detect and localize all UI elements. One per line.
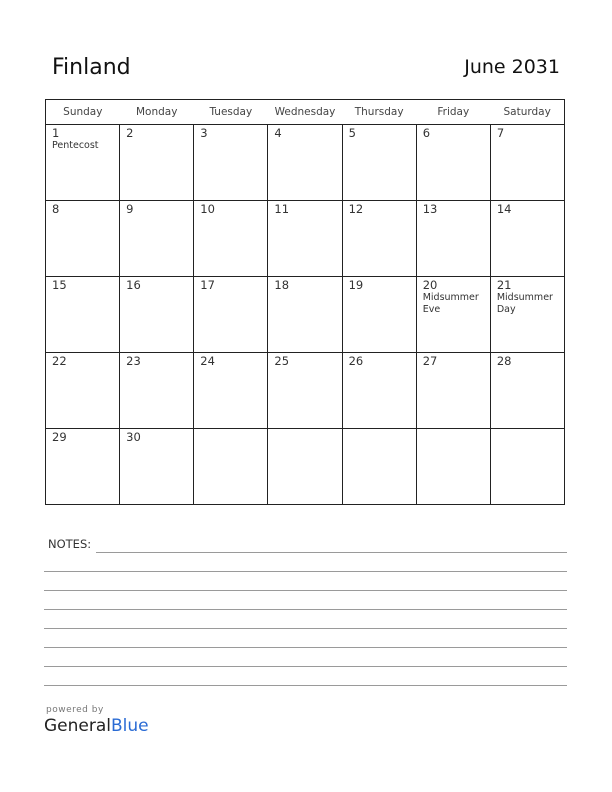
day-cell: [342, 125, 416, 201]
week-row: [46, 429, 565, 505]
day-number: 10: [200, 202, 215, 216]
day-cell: [416, 277, 490, 353]
day-number: 13: [422, 202, 438, 216]
day-cell: [416, 353, 490, 429]
day-number: 17: [200, 278, 215, 292]
day-number: 11: [274, 202, 290, 216]
day-cell: [268, 353, 342, 429]
day-cell: [416, 125, 490, 201]
day-number: 24: [200, 354, 215, 368]
day-number: 6: [422, 126, 431, 140]
note-line: [44, 685, 567, 686]
day-number: 15: [52, 278, 67, 292]
note-line: [44, 609, 567, 610]
weekday-thursday: Thursday: [342, 100, 416, 125]
generalblue-logo: [44, 716, 149, 736]
note-line: [44, 590, 567, 591]
weekday-sunday: Sunday: [46, 100, 120, 125]
day-cell: [120, 277, 194, 353]
day-cell: [194, 353, 268, 429]
day-number: 8: [52, 202, 60, 216]
day-cell: [46, 353, 120, 429]
day-cell: [194, 125, 268, 201]
holiday-label: Pentecost: [52, 140, 99, 151]
note-line: [44, 571, 567, 572]
day-number: 3: [200, 126, 208, 140]
week-row: [46, 277, 565, 353]
day-cell: [46, 125, 120, 201]
day-cell: [342, 353, 416, 429]
day-cell: [416, 201, 490, 277]
day-number: 26: [348, 354, 364, 368]
day-number: 20: [422, 278, 438, 292]
powered-by-text: powered by: [46, 705, 104, 715]
brand-general: General: [44, 716, 111, 736]
day-cell: [342, 201, 416, 277]
day-number: 23: [126, 354, 141, 368]
day-number: 18: [274, 278, 290, 292]
week-row: [46, 201, 565, 277]
day-cell: [194, 429, 268, 505]
day-number: 5: [348, 126, 356, 140]
note-line: [96, 552, 567, 553]
day-number: 30: [126, 430, 141, 444]
week-row: [46, 353, 565, 429]
day-cell: [268, 429, 342, 505]
weekday-saturday: Saturday: [490, 100, 564, 125]
day-cell: [120, 429, 194, 505]
day-cell: [268, 201, 342, 277]
day-cell: [416, 429, 490, 505]
day-number: 14: [496, 202, 512, 216]
day-cell: [120, 353, 194, 429]
day-cell: [194, 277, 268, 353]
day-cell: [194, 201, 268, 277]
holiday-label: Midsummer Eve: [422, 292, 479, 315]
day-cell: [490, 125, 564, 201]
note-line: [44, 666, 567, 667]
day-number: 19: [348, 278, 364, 292]
day-cell: [46, 429, 120, 505]
day-cell: [342, 277, 416, 353]
country-title: Finland: [52, 55, 131, 80]
day-cell: [490, 353, 564, 429]
day-number: 4: [274, 126, 282, 140]
day-cell: [46, 277, 120, 353]
day-cell: [120, 125, 194, 201]
day-cell: [490, 201, 564, 277]
day-number: 25: [274, 354, 290, 368]
day-cell: [120, 201, 194, 277]
day-cell: [268, 277, 342, 353]
day-number: 7: [496, 126, 505, 140]
weekday-tuesday: Tuesday: [194, 100, 268, 125]
day-number: 29: [52, 430, 67, 444]
day-cell: [342, 429, 416, 505]
day-number: 2: [126, 126, 134, 140]
day-cell: [490, 429, 564, 505]
day-number: 27: [422, 354, 438, 368]
note-line: [44, 628, 567, 629]
weekday-monday: Monday: [120, 100, 194, 125]
day-number: 28: [496, 354, 512, 368]
day-number: 9: [126, 202, 134, 216]
holiday-label: Midsummer Day: [496, 292, 553, 315]
month-year-title: June 2031: [464, 56, 560, 78]
brand-blue: Blue: [111, 716, 149, 736]
weekday-friday: Friday: [416, 100, 490, 125]
day-number: 1: [52, 126, 60, 140]
weekday-wednesday: Wednesday: [268, 100, 342, 125]
day-number: 21: [496, 278, 512, 292]
notes-label: NOTES:: [48, 537, 92, 551]
note-line: [44, 647, 567, 648]
day-cell: [46, 201, 120, 277]
calendar-grid: [45, 99, 565, 505]
day-cell: [490, 277, 564, 353]
day-number: 22: [52, 354, 67, 368]
day-number: 12: [348, 202, 364, 216]
day-cell: [268, 125, 342, 201]
weekday-header-row: [46, 100, 565, 125]
day-number: 16: [126, 278, 141, 292]
week-row: [46, 125, 565, 201]
